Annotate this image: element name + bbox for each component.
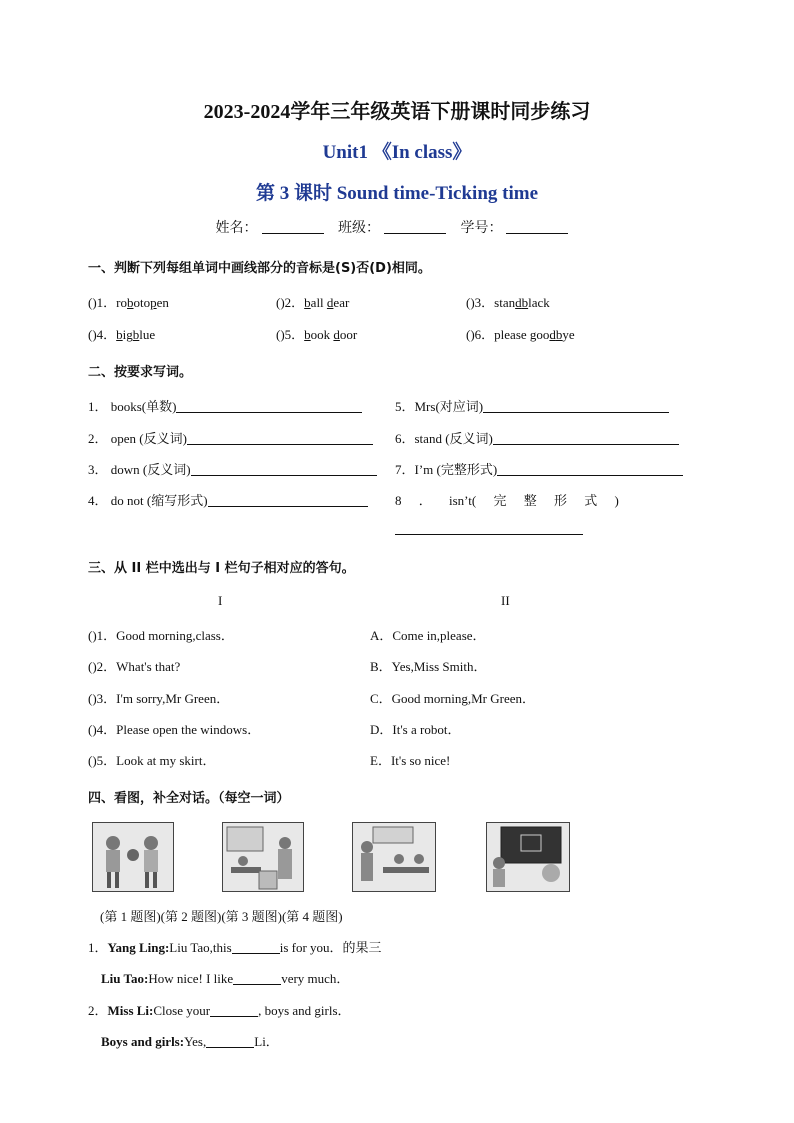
s2-item-4: 4． do not (缩写形式): [88, 490, 368, 509]
s3-right-e: E．It's so nice!: [370, 753, 451, 768]
s3-left-4: ()4．Please open the windows．: [88, 722, 261, 737]
unit-title: Unit1 《In class》: [322, 142, 472, 163]
answer-blank[interactable]: [233, 972, 281, 985]
s3-right-a: A．Come in,please．: [370, 628, 486, 643]
s1-item-2: ()2．ball dear: [276, 295, 350, 310]
column-i-header: I: [218, 593, 223, 608]
lesson-title: 第 3 课时 Sound time-Ticking time: [255, 183, 539, 204]
section-3-heading: 三、从 II 栏中选出与 I 栏句子相对应的答句。: [88, 561, 355, 576]
answer-blank[interactable]: [210, 1004, 258, 1017]
s2-item-8: 8 ． isn’t( 完 整 形 式 ): [395, 493, 619, 508]
picture-1-girls-with-toy: [92, 822, 174, 892]
name-field[interactable]: [262, 221, 324, 234]
s2-item-1: 1． books(单数): [88, 396, 362, 415]
s2-item-7: 7．I’m (完整形式): [395, 459, 683, 478]
class-field[interactable]: [384, 221, 446, 234]
s2-item-3: 3． down (反义词): [88, 459, 377, 478]
s3-right-d: D．It's a robot．: [370, 722, 461, 737]
picture-caption: (第 1 题图)(第 2 题图)(第 3 题图)(第 4 题图): [100, 909, 343, 924]
number-label: 学号：: [460, 220, 503, 236]
class-label: 班级：: [338, 220, 380, 236]
s1-item-1: ()1．robotopen: [88, 295, 169, 310]
answer-blank[interactable]: [187, 432, 373, 445]
picture-4-blackboard: [486, 822, 570, 892]
answer-blank[interactable]: [483, 400, 669, 413]
s1-item-6: ()6．please goodbye: [466, 327, 575, 342]
s3-left-3: ()3．I'm sorry,Mr Green．: [88, 691, 230, 706]
s3-left-5: ()5．Look at my skirt．: [88, 753, 216, 768]
answer-blank[interactable]: [232, 941, 280, 954]
answer-blank[interactable]: [208, 494, 368, 507]
s2-item-2: 2． open (反义词): [88, 428, 373, 447]
s2-item-5: 5．Mrs(对应词): [395, 396, 669, 415]
s3-left-2: ()2．What's that?: [88, 659, 181, 674]
dialogue-2-line-1: 2．Miss Li:Close your , boys and girls．: [88, 1003, 351, 1018]
dialogue-1-line-1: 1．Yang Ling:Liu Tao,this is for you．的果三: [88, 940, 382, 955]
column-ii-header: II: [501, 593, 510, 608]
s3-right-b: B．Yes,Miss Smith．: [370, 659, 487, 674]
answer-blank[interactable]: [493, 432, 679, 445]
dialogue-2-line-2: Boys and girls:Yes, Li．: [101, 1034, 279, 1049]
s3-left-1: ()1．Good morning,class．: [88, 628, 234, 643]
section-1-heading: 一、判断下列每组单词中画线部分的音标是(S)否(D)相同。: [88, 261, 431, 276]
number-field[interactable]: [506, 221, 568, 234]
s1-item-4: ()4．bigblue: [88, 327, 156, 342]
answer-blank[interactable]: [206, 1035, 254, 1048]
name-label: 姓名：: [215, 220, 258, 236]
dialogue-1-line-2: Liu Tao:How nice! I like very much．: [101, 971, 350, 986]
s2-item-8-blank[interactable]: [395, 522, 583, 535]
answer-blank[interactable]: [176, 400, 362, 413]
section-2-heading: 二、按要求写词。: [88, 365, 193, 380]
s1-item-3: ()3．standblack: [466, 295, 550, 310]
s3-right-c: C．Good morning,Mr Green．: [370, 691, 536, 706]
worksheet-title: 2023-2024学年三年级英语下册课时同步练习: [203, 101, 591, 123]
s1-item-5: ()5．book door: [276, 327, 358, 342]
answer-blank[interactable]: [497, 463, 683, 476]
answer-blank[interactable]: [191, 463, 377, 476]
section-4-heading: 四、看图，补全对话。（每空一词）: [88, 791, 290, 806]
s2-item-6: 6．stand (反义词): [395, 428, 679, 447]
picture-2-classroom-teacher: [222, 822, 304, 892]
student-info-row: [0, 217, 794, 237]
picture-3-teacher-students: [352, 822, 436, 892]
